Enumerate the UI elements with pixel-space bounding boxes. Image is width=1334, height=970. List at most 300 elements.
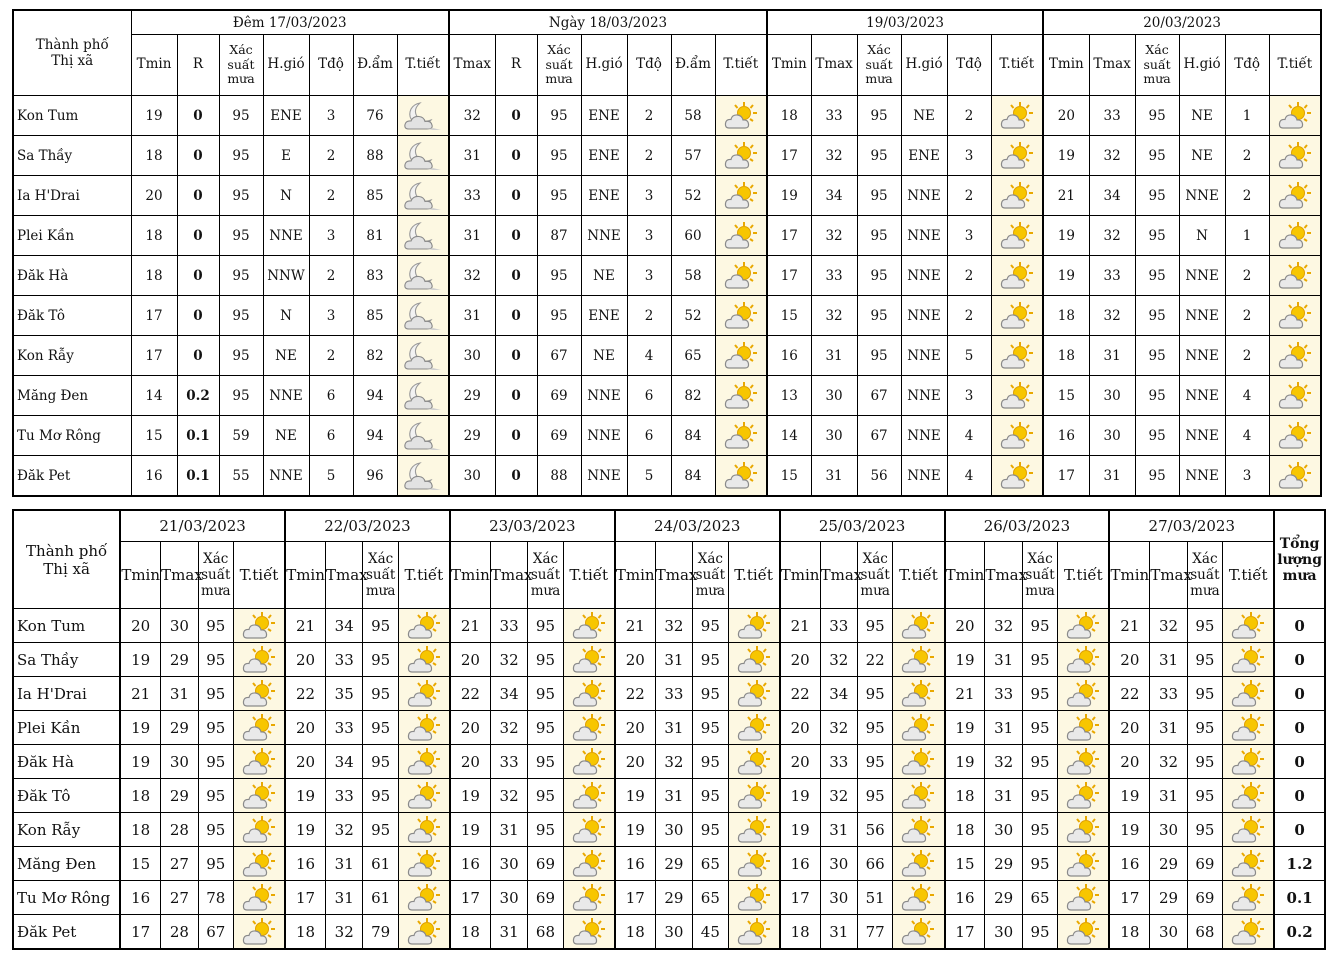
cell-value: 33 xyxy=(326,711,363,745)
sun-cloud-icon xyxy=(1278,101,1312,131)
cell-value: 29 xyxy=(655,847,692,881)
city-name: Tu Mơ Rông xyxy=(13,416,131,456)
cell-value: 95 xyxy=(363,609,398,643)
cell-value: 95 xyxy=(693,677,728,711)
cell-value: 19 xyxy=(120,711,160,745)
cell-value: 31 xyxy=(449,216,495,256)
table-row xyxy=(13,779,1325,813)
weather-cell xyxy=(233,881,285,915)
weather-cell xyxy=(397,176,449,216)
total-rain-value: 0 xyxy=(1274,779,1325,813)
cell-value: 2 xyxy=(627,136,671,176)
cell-value: 4 xyxy=(947,456,991,497)
cell-value: 18 xyxy=(767,96,811,136)
cell-value: 3 xyxy=(947,136,991,176)
header-text-line: Thị xã xyxy=(51,53,94,69)
cell-value: 95 xyxy=(528,813,563,847)
cell-value: 31 xyxy=(811,456,857,497)
cell-value: 18 xyxy=(1043,296,1089,336)
cell-value: 95 xyxy=(198,745,233,779)
cell-value: 65 xyxy=(671,336,715,376)
city-name: Kon Rẫy xyxy=(13,813,120,847)
cell-value: N xyxy=(263,176,309,216)
column-header: H.gió xyxy=(1179,35,1225,96)
cell-value: 19 xyxy=(285,779,325,813)
cell-value: 95 xyxy=(1022,813,1057,847)
column-header-line: suất xyxy=(201,566,231,583)
moon-cloud-icon xyxy=(403,261,443,291)
cell-value: 95 xyxy=(198,847,233,881)
cell-value: 30 xyxy=(811,416,857,456)
column-header-line: Xác xyxy=(862,550,888,567)
sun-cloud-icon xyxy=(242,849,276,879)
column-header: H.gió xyxy=(901,35,947,96)
column-header: H.gió xyxy=(263,35,309,96)
cell-value: NE xyxy=(1179,136,1225,176)
weather-cell xyxy=(728,677,780,711)
cell-value: 34 xyxy=(326,609,363,643)
cell-value: 95 xyxy=(1135,256,1179,296)
weather-cell xyxy=(1269,96,1321,136)
cell-value: 6 xyxy=(627,416,671,456)
sun-cloud-icon xyxy=(1000,141,1034,171)
cell-value: 32 xyxy=(811,216,857,256)
cell-value: 3 xyxy=(947,216,991,256)
cell-value: 95 xyxy=(858,745,893,779)
weather-cell xyxy=(398,915,450,950)
weather-cell xyxy=(991,376,1043,416)
date-header: 19/03/2023 xyxy=(767,10,1043,35)
weather-cell xyxy=(1223,915,1275,950)
moon-cloud-icon xyxy=(403,301,443,331)
forecast-table-21-27 xyxy=(12,509,1326,950)
cell-value: 21 xyxy=(120,677,160,711)
cell-value: 33 xyxy=(811,256,857,296)
cell-value: 95 xyxy=(1187,609,1222,643)
cell-value: 34 xyxy=(326,745,363,779)
sun-cloud-icon xyxy=(1000,301,1034,331)
cell-value: 30 xyxy=(1089,376,1135,416)
cell-value: 27 xyxy=(161,881,198,915)
cell-value: 95 xyxy=(537,296,581,336)
column-header: Tmin xyxy=(945,542,985,609)
cell-value: 3 xyxy=(309,96,353,136)
cell-value: 95 xyxy=(1135,96,1179,136)
column-header xyxy=(693,542,728,609)
cell-value: 32 xyxy=(326,813,363,847)
cell-value: 95 xyxy=(1135,216,1179,256)
column-header xyxy=(858,542,893,609)
cell-value: 2 xyxy=(1225,296,1269,336)
weather-cell xyxy=(398,779,450,813)
weather-cell xyxy=(1058,609,1110,643)
sun-cloud-icon xyxy=(901,611,935,641)
sun-cloud-icon xyxy=(901,849,935,879)
table-row xyxy=(13,609,1325,643)
cell-value: 20 xyxy=(450,643,490,677)
column-header-line: mưa xyxy=(695,583,726,600)
sun-cloud-icon xyxy=(737,849,771,879)
table-row xyxy=(13,881,1325,915)
sun-cloud-icon xyxy=(901,815,935,845)
sun-cloud-icon xyxy=(242,781,276,811)
column-header-line: suất xyxy=(365,566,396,583)
cell-value: 95 xyxy=(1187,813,1222,847)
cell-value: 22 xyxy=(858,643,893,677)
column-header: T.tiết xyxy=(728,542,780,609)
cell-value: 13 xyxy=(767,376,811,416)
cell-value: 33 xyxy=(449,176,495,216)
cell-value: 19 xyxy=(120,745,160,779)
column-header-line: Xác xyxy=(1192,550,1218,567)
header-text-line: Thành phố xyxy=(26,541,108,560)
sun-cloud-icon xyxy=(1231,917,1265,947)
cell-value: 52 xyxy=(671,296,715,336)
column-header: T.tiết xyxy=(1269,35,1321,96)
date-header: 27/03/2023 xyxy=(1109,510,1274,542)
weather-cell xyxy=(1269,296,1321,336)
weather-cell xyxy=(397,96,449,136)
weather-cell xyxy=(1058,813,1110,847)
cell-value: NNE xyxy=(901,256,947,296)
total-rain-value: 0 xyxy=(1274,711,1325,745)
column-header-line: mưa xyxy=(865,71,893,87)
cell-value: 15 xyxy=(131,416,177,456)
weather-cell xyxy=(991,136,1043,176)
cell-value: 17 xyxy=(285,881,325,915)
cell-value: NE xyxy=(263,416,309,456)
cell-value: 95 xyxy=(219,136,263,176)
cell-value: 17 xyxy=(1043,456,1089,497)
cell-value: 31 xyxy=(811,336,857,376)
weather-cell xyxy=(233,813,285,847)
moon-cloud-icon xyxy=(403,221,443,251)
cell-value: 33 xyxy=(655,677,692,711)
weather-cell xyxy=(991,216,1043,256)
cell-value: 33 xyxy=(811,96,857,136)
weather-cell xyxy=(991,176,1043,216)
sun-cloud-icon xyxy=(1000,461,1034,491)
sun-cloud-icon xyxy=(1278,141,1312,171)
cell-value: 20 xyxy=(450,711,490,745)
cell-value: 96 xyxy=(353,456,397,497)
column-header xyxy=(537,35,581,96)
cell-value: 33 xyxy=(326,779,363,813)
cell-value: N xyxy=(1179,216,1225,256)
cell-value: 82 xyxy=(353,336,397,376)
cell-value: 88 xyxy=(353,136,397,176)
total-rain-value: 0 xyxy=(1274,813,1325,847)
table-row xyxy=(13,677,1325,711)
cell-value: NNE xyxy=(1179,176,1225,216)
cell-value: 30 xyxy=(985,813,1022,847)
cell-value: NE xyxy=(581,256,627,296)
cell-value: 95 xyxy=(198,677,233,711)
weather-cell xyxy=(991,296,1043,336)
weather-cell xyxy=(893,881,945,915)
weather-cell xyxy=(1223,677,1275,711)
weather-cell xyxy=(1269,216,1321,256)
cell-value: 30 xyxy=(161,609,198,643)
cell-value: 3 xyxy=(947,376,991,416)
cell-value: 33 xyxy=(820,609,857,643)
cell-value: 81 xyxy=(353,216,397,256)
cell-value: 20 xyxy=(780,745,820,779)
sun-cloud-icon xyxy=(1278,461,1312,491)
cell-value: 20 xyxy=(1109,745,1149,779)
cell-value: 19 xyxy=(945,745,985,779)
table-row xyxy=(13,256,1321,296)
cell-value: 0 xyxy=(495,176,537,216)
sun-cloud-icon xyxy=(242,713,276,743)
column-header: T.tiết xyxy=(398,542,450,609)
city-name: Măng Đen xyxy=(13,376,131,416)
column-header-line: Xác xyxy=(532,550,559,567)
cell-value: 32 xyxy=(1089,136,1135,176)
cell-value: 58 xyxy=(671,96,715,136)
sun-cloud-icon xyxy=(737,645,771,675)
column-header: T.tiết xyxy=(563,542,615,609)
cell-value: 32 xyxy=(820,779,857,813)
cell-value: 0.1 xyxy=(177,456,219,497)
column-header-line: suất xyxy=(695,566,725,583)
cell-value: 4 xyxy=(1225,416,1269,456)
weather-cell xyxy=(398,609,450,643)
moon-cloud-icon xyxy=(403,341,443,371)
weather-cell xyxy=(1058,643,1110,677)
cell-value: 95 xyxy=(528,711,563,745)
cell-value: 95 xyxy=(198,813,233,847)
cell-value: NNE xyxy=(901,216,947,256)
weather-cell xyxy=(397,456,449,497)
cell-value: 95 xyxy=(1135,416,1179,456)
cell-value: 30 xyxy=(820,881,857,915)
cell-value: 34 xyxy=(490,677,527,711)
cell-value: 95 xyxy=(857,216,901,256)
table-row xyxy=(13,296,1321,336)
cell-value: 2 xyxy=(1225,136,1269,176)
column-header: T.tiết xyxy=(1058,542,1110,609)
cell-value: 52 xyxy=(671,176,715,216)
cell-value: 95 xyxy=(1022,643,1057,677)
weather-cell xyxy=(398,847,450,881)
column-header: Tmin xyxy=(450,542,490,609)
weather-cell xyxy=(398,745,450,779)
table-row xyxy=(13,711,1325,745)
cell-value: 2 xyxy=(309,176,353,216)
sun-cloud-icon xyxy=(724,341,758,371)
sun-cloud-icon xyxy=(407,883,441,913)
sun-cloud-icon xyxy=(1066,815,1100,845)
date-header: 23/03/2023 xyxy=(450,510,615,542)
cell-value: 69 xyxy=(528,881,563,915)
sun-cloud-icon xyxy=(242,645,276,675)
cell-value: 17 xyxy=(767,216,811,256)
cell-value: 94 xyxy=(353,416,397,456)
weather-cell xyxy=(893,847,945,881)
city-name: Đăk Hà xyxy=(13,745,120,779)
cell-value: 95 xyxy=(219,376,263,416)
sun-cloud-icon xyxy=(737,611,771,641)
column-header-line: Xác xyxy=(547,42,571,58)
cell-value: 87 xyxy=(537,216,581,256)
cell-value: 29 xyxy=(1150,847,1187,881)
weather-cell xyxy=(563,915,615,950)
weather-cell xyxy=(1223,779,1275,813)
city-name: Kon Tum xyxy=(13,609,120,643)
cell-value: 34 xyxy=(820,677,857,711)
cell-value: 95 xyxy=(198,609,233,643)
cell-value: NE xyxy=(1179,96,1225,136)
cell-value: 22 xyxy=(1109,677,1149,711)
sun-cloud-icon xyxy=(407,747,441,777)
weather-cell xyxy=(563,609,615,643)
cell-value: 3 xyxy=(627,256,671,296)
cell-value: 0 xyxy=(495,96,537,136)
cell-value: 31 xyxy=(1150,779,1187,813)
cell-value: 56 xyxy=(858,813,893,847)
weather-cell xyxy=(1269,136,1321,176)
cell-value: 95 xyxy=(528,609,563,643)
cell-value: 5 xyxy=(627,456,671,497)
cell-value: 65 xyxy=(1022,881,1057,915)
cell-value: 95 xyxy=(198,643,233,677)
weather-cell xyxy=(1058,779,1110,813)
cell-value: 2 xyxy=(947,96,991,136)
cell-value: 2 xyxy=(309,336,353,376)
cell-value: NE xyxy=(263,336,309,376)
weather-cell xyxy=(715,416,767,456)
sun-cloud-icon xyxy=(901,883,935,913)
sun-cloud-icon xyxy=(901,917,935,947)
weather-cell xyxy=(1058,711,1110,745)
cell-value: 28 xyxy=(161,915,198,950)
cell-value: 30 xyxy=(811,376,857,416)
cell-value: 22 xyxy=(615,677,655,711)
cell-value: 18 xyxy=(131,256,177,296)
sun-cloud-icon xyxy=(572,713,606,743)
weather-cell xyxy=(1223,881,1275,915)
cell-value: 76 xyxy=(353,96,397,136)
weather-cell xyxy=(398,677,450,711)
sun-cloud-icon xyxy=(572,645,606,675)
cell-value: NE xyxy=(901,96,947,136)
column-header: T.tiết xyxy=(715,35,767,96)
column-header xyxy=(857,35,901,96)
cell-value: 0 xyxy=(177,96,219,136)
cell-value: 95 xyxy=(363,745,398,779)
column-header-line: mưa xyxy=(200,583,231,600)
cell-value: 95 xyxy=(1135,376,1179,416)
cell-value: 95 xyxy=(1022,745,1057,779)
weather-cell xyxy=(893,643,945,677)
cell-value: 88 xyxy=(537,456,581,497)
cell-value: 95 xyxy=(1022,711,1057,745)
cell-value: 51 xyxy=(858,881,893,915)
cell-value: 19 xyxy=(1043,256,1089,296)
sun-cloud-icon xyxy=(724,221,758,251)
sun-cloud-icon xyxy=(901,679,935,709)
weather-cell xyxy=(563,711,615,745)
weather-cell xyxy=(991,96,1043,136)
cell-value: 3 xyxy=(627,216,671,256)
cell-value: 95 xyxy=(537,256,581,296)
cell-value: 31 xyxy=(326,847,363,881)
cell-value: 61 xyxy=(363,881,398,915)
cell-value: NNE xyxy=(581,216,627,256)
total-rain-value: 0.2 xyxy=(1274,915,1325,950)
sun-cloud-icon xyxy=(1066,611,1100,641)
weather-cell xyxy=(893,711,945,745)
cell-value: 17 xyxy=(450,881,490,915)
cell-value: 0 xyxy=(177,336,219,376)
cell-value: 15 xyxy=(120,847,160,881)
cell-value: 56 xyxy=(857,456,901,497)
column-header-line: mưa xyxy=(1025,583,1055,600)
cell-value: 18 xyxy=(131,136,177,176)
cell-value: 21 xyxy=(780,609,820,643)
cell-value: 0.2 xyxy=(177,376,219,416)
weather-cell xyxy=(893,779,945,813)
cell-value: 0 xyxy=(495,256,537,296)
cell-value: 0 xyxy=(495,136,537,176)
cell-value: 31 xyxy=(449,136,495,176)
cell-value: 95 xyxy=(857,296,901,336)
cell-value: 20 xyxy=(780,643,820,677)
cell-value: 32 xyxy=(811,296,857,336)
column-header xyxy=(1187,542,1222,609)
weather-cell xyxy=(397,416,449,456)
weather-cell xyxy=(1223,847,1275,881)
cell-value: 0 xyxy=(177,296,219,336)
cell-value: 95 xyxy=(1135,176,1179,216)
cell-value: 29 xyxy=(985,847,1022,881)
sun-cloud-icon xyxy=(572,815,606,845)
total-rain-value: 0 xyxy=(1274,643,1325,677)
cell-value: 0 xyxy=(495,296,537,336)
column-header-line: mưa xyxy=(1190,583,1220,600)
cell-value: 95 xyxy=(363,813,398,847)
table-row xyxy=(13,376,1321,416)
column-header: R xyxy=(177,35,219,96)
cell-value: 6 xyxy=(309,376,353,416)
cell-value: NNE xyxy=(1179,376,1225,416)
cell-value: 95 xyxy=(528,643,563,677)
sun-cloud-icon xyxy=(1066,849,1100,879)
cell-value: 58 xyxy=(671,256,715,296)
cell-value: 31 xyxy=(1089,336,1135,376)
cell-value: 30 xyxy=(655,915,692,950)
city-name: Măng Đen xyxy=(13,847,120,881)
cell-value: 6 xyxy=(627,376,671,416)
table-row xyxy=(13,176,1321,216)
cell-value: 15 xyxy=(767,456,811,497)
cell-value: 32 xyxy=(1089,296,1135,336)
cell-value: 16 xyxy=(945,881,985,915)
sun-cloud-icon xyxy=(1231,849,1265,879)
weather-cell xyxy=(1269,416,1321,456)
cell-value: 2 xyxy=(627,96,671,136)
sun-cloud-icon xyxy=(1000,381,1034,411)
cell-value: 30 xyxy=(655,813,692,847)
sun-cloud-icon xyxy=(901,645,935,675)
weather-cell xyxy=(893,813,945,847)
city-name: Ia H'Drai xyxy=(13,677,120,711)
column-header-line: suất xyxy=(1025,566,1055,583)
city-name: Sa Thầy xyxy=(13,136,131,176)
cell-value: 14 xyxy=(131,376,177,416)
weather-cell xyxy=(563,677,615,711)
